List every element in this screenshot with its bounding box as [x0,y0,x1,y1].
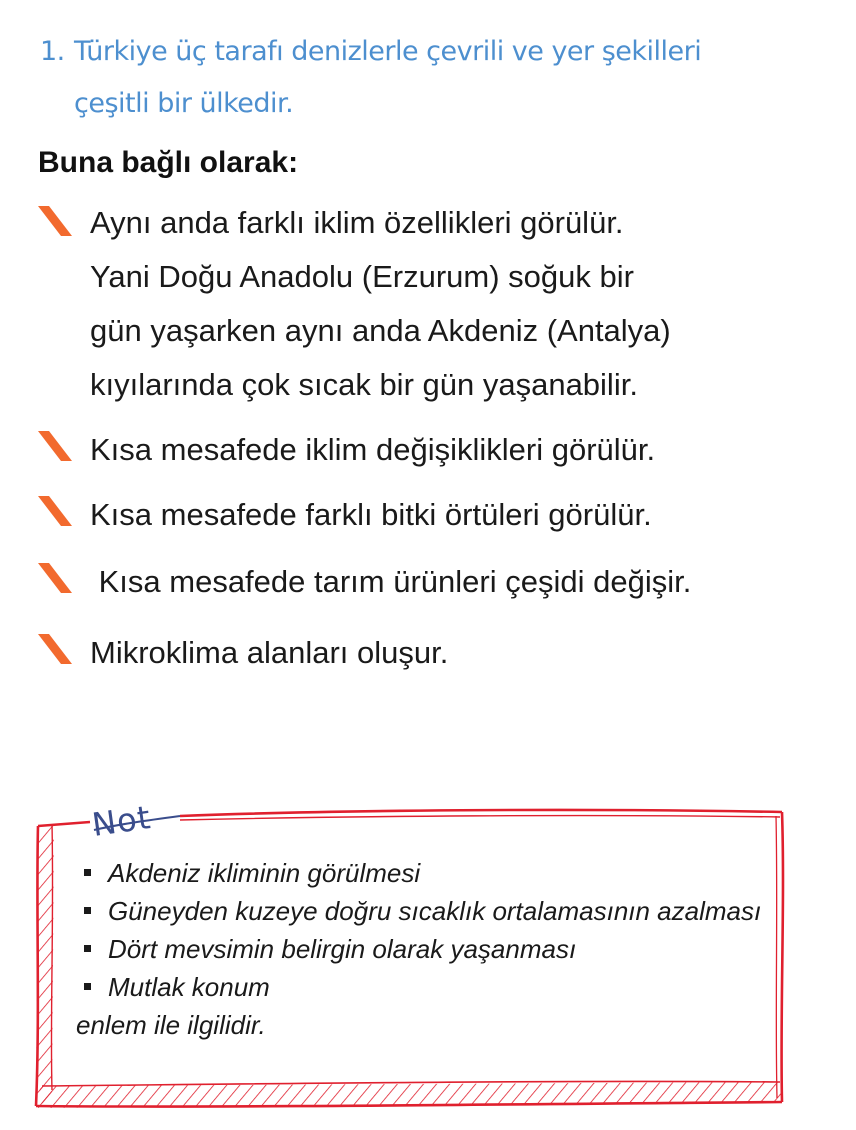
note-item: Akdeniz ikliminin görülmesi [80,854,780,892]
square-bullet-icon [84,983,91,990]
square-bullet-icon [84,869,91,876]
bullet-line: gün yaşarken aynı anda Akdeniz (Antalya) [90,313,671,348]
bullet-line: Kısa mesafede iklim değişiklikleri görülür. [90,432,656,467]
note-items [76,854,780,1044]
square-bullet-icon [84,945,91,952]
orange-slash-marker-icon [38,431,72,461]
note-title: Not [89,798,154,844]
bullet-line: Yani Doğu Anadolu (Erzurum) soğuk bir [90,259,634,294]
note-box [30,790,792,1120]
heading-line-2: çeşitli bir ülkedir. [74,88,294,119]
subheading: Buna bağlı olarak: [38,146,299,179]
note-footer: enlem ile ilgilidir. [76,1010,266,1040]
orange-slash-marker-icon [38,206,72,236]
orange-slash-marker-icon [38,634,72,664]
note-item: Dört mevsimin belirgin olarak yaşanması [80,930,780,968]
orange-slash-marker-icon [38,563,72,593]
bullet-line: Aynı anda farklı iklim özellikleri görülür. [90,205,624,240]
question-heading [40,26,830,130]
question-number: 1. [40,36,65,67]
bullet-line: Kısa mesafede tarım ürünleri çeşidi değişir. [90,564,692,599]
heading-line-1: Türkiye üç tarafı denizlerle çevrili ve yer şekilleri [74,36,702,67]
note-item: Mutlak konum [80,968,780,1006]
square-bullet-icon [84,907,91,914]
orange-slash-marker-icon [38,496,72,526]
note-item: Güneyden kuzeye doğru sıcaklık ortalamasının azalması [80,892,780,930]
bullet-line: kıyılarında çok sıcak bir gün yaşanabilir. [90,367,638,402]
bullet-line: Mikroklima alanları oluşur. [90,635,449,670]
bullet-line: Kısa mesafede farklı bitki örtüleri görülür. [90,497,652,532]
